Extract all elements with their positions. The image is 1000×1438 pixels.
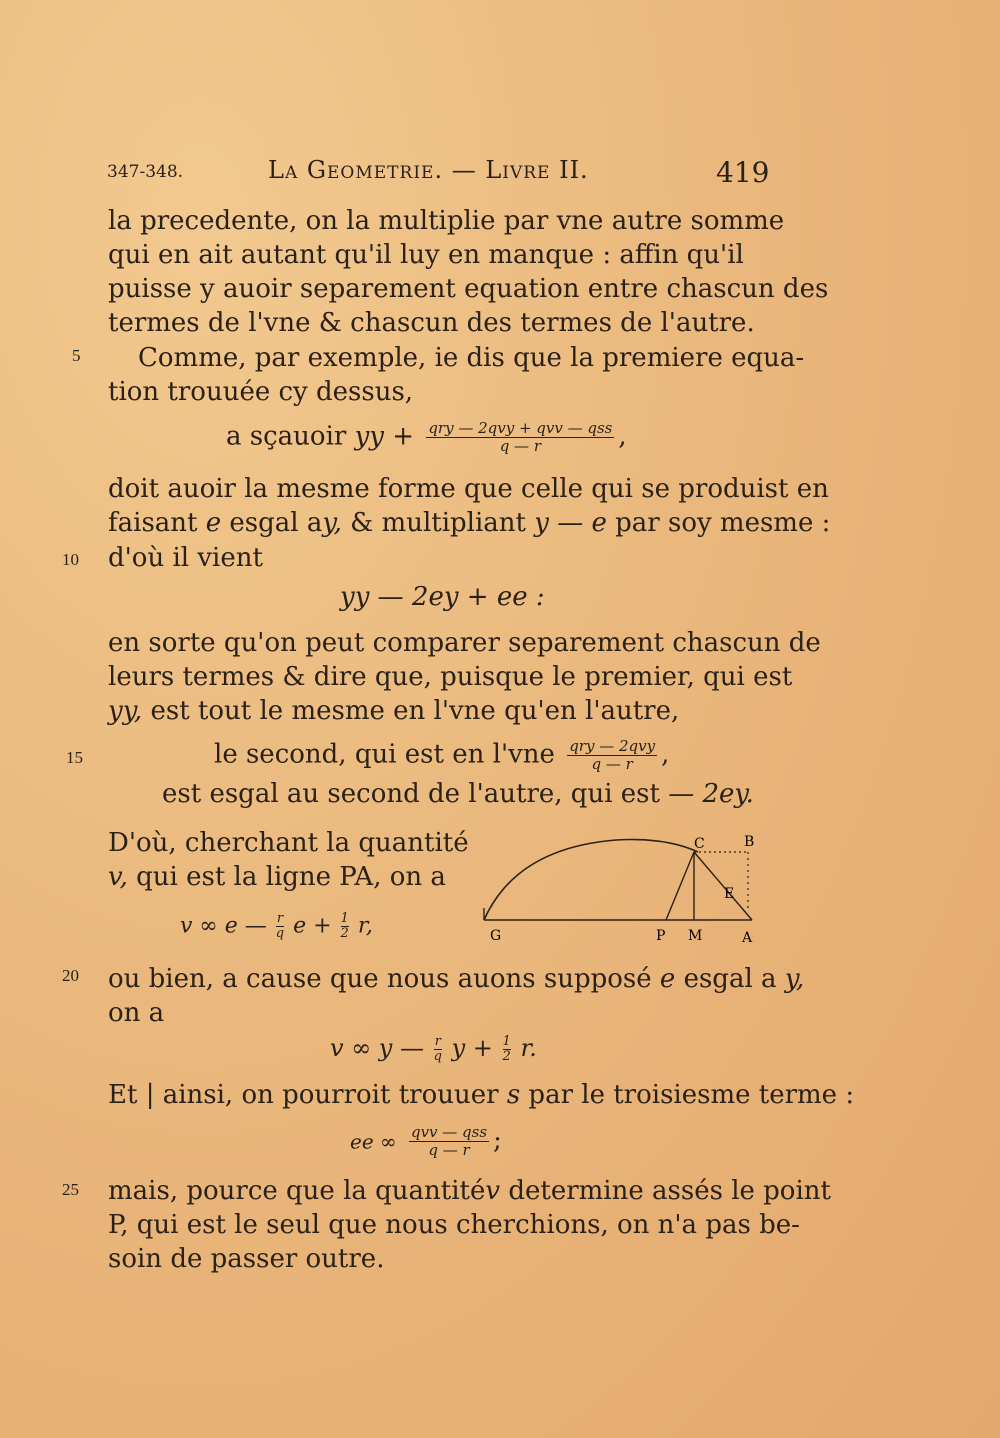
eq4-part: y +	[451, 1034, 493, 1062]
label-e: E	[724, 886, 735, 902]
line-cp	[666, 852, 694, 920]
text-fragment: le second, qui est en l'vne	[214, 739, 555, 770]
line-number: 15	[66, 748, 83, 767]
text-fragment: faisant	[108, 508, 198, 538]
text-fragment: qui est la ligne PA, on a	[136, 862, 446, 892]
text-line: termes de l'vne & chascun des termes de l'autre.	[108, 308, 755, 338]
fraction-numerator: 1	[340, 911, 349, 926]
eq5-part: ee ∞	[350, 1129, 397, 1154]
equation-5	[350, 1124, 502, 1159]
text-line	[108, 694, 679, 728]
geometry-figure	[476, 828, 776, 948]
math-minus-2ey: — 2ey.	[668, 779, 754, 809]
eq1-numerator: qry — 2qvy + qvv — qss	[428, 419, 613, 437]
fraction-denominator: 2	[502, 1049, 511, 1064]
math-s: s	[506, 1080, 521, 1110]
eq3-fraction-r-q	[276, 912, 284, 941]
text-line: d'où il vient	[108, 543, 263, 573]
text-line: doit auoir la mesme forme que celle qui se produist en	[108, 474, 829, 504]
math-y: y,	[784, 964, 805, 994]
eq4-fraction-half	[503, 1035, 511, 1064]
text-line: D'où, cherchant la quantité	[108, 828, 469, 858]
text-fragment: par le troisiesme terme :	[528, 1080, 855, 1110]
eq5-fraction	[409, 1124, 489, 1159]
eq3-part: v ∞ e —	[180, 913, 267, 939]
text-line: qui en ait autant qu'il luy en manque : affin qu'il	[108, 240, 744, 270]
running-title: La Geometrie. — Livre II.	[268, 156, 589, 184]
text-line: leurs termes & dire que, puisque le premier, qui est	[108, 662, 793, 692]
text-line: P, qui est le seul que nous cherchions, on n'a pas be-	[108, 1210, 800, 1240]
text-line: soin de passer outre.	[108, 1244, 385, 1274]
text-fragment: par soy mesme :	[615, 508, 831, 538]
text-line	[108, 506, 830, 540]
page-number: 419	[716, 156, 770, 189]
fraction-numerator: qry — 2qvy	[569, 737, 656, 755]
text-line	[214, 738, 669, 773]
eq1-denominator: q — r	[499, 437, 541, 455]
label-c: C	[694, 836, 705, 852]
eq4-part: v ∞ y —	[330, 1034, 424, 1062]
eq1-yy: yy	[354, 421, 384, 452]
label-g: G	[490, 928, 502, 944]
label-m: M	[688, 928, 703, 944]
math-e: e	[659, 964, 676, 994]
eq3-part: e +	[293, 913, 332, 939]
eq1-suffix: ,	[618, 421, 627, 452]
text-fragment: ,	[661, 739, 670, 770]
label-b: B	[744, 834, 755, 850]
math-y: y,	[322, 508, 342, 538]
text-line	[108, 1078, 854, 1112]
fraction-numerator: r	[276, 911, 284, 926]
fraction-denominator: q	[433, 1049, 442, 1064]
text-fragment: & multipliant	[350, 508, 526, 538]
equation-2: yy — 2ey + ee :	[340, 582, 545, 612]
math-v: v,	[108, 862, 128, 892]
eq4-part: r.	[520, 1034, 537, 1062]
line-ca	[694, 852, 752, 920]
text-fragment: est tout le mesme en l'vne qu'en l'autre,	[150, 696, 680, 726]
line-number: 10	[62, 550, 79, 569]
line-number: 5	[72, 346, 81, 365]
second-term-fraction	[567, 738, 657, 773]
fraction-denominator: q — r	[428, 1141, 470, 1159]
equation-3	[180, 912, 373, 941]
text-line	[108, 860, 446, 894]
math-yy: yy,	[108, 696, 143, 726]
text-line	[108, 1174, 831, 1208]
text-fragment: est esgal au second de l'autre, qui est	[162, 779, 660, 809]
fraction-denominator: q	[275, 926, 285, 941]
eq3-fraction-half	[341, 912, 349, 941]
eq1-fraction	[426, 420, 614, 455]
text-line: en sorte qu'on peut comparer separement chascun de	[108, 628, 821, 658]
text-line	[108, 962, 804, 996]
text-line	[162, 779, 754, 809]
text-fragment: esgal a	[229, 508, 323, 538]
text-line: on a	[108, 998, 165, 1028]
equation-4	[330, 1034, 537, 1064]
text-line: Comme, par exemple, ie dis que la premiere equa-	[138, 343, 805, 373]
text-line: la precedente, on la multiplie par vne autre somme	[108, 206, 785, 236]
line-number: 20	[62, 966, 79, 985]
text-fragment: ou bien, a cause que nous auons supposé	[108, 964, 652, 994]
text-fragment: esgal a	[683, 964, 777, 994]
eq4-fraction-r-q	[434, 1035, 442, 1064]
eq3-part: r,	[357, 913, 373, 939]
text-fragment: determine assés le point	[508, 1176, 831, 1206]
text-fragment: Et | ainsi, on pourroit trouuer	[108, 1080, 499, 1110]
fraction-denominator: 2	[340, 926, 349, 941]
text-line: tion trouuée cy dessus,	[108, 377, 414, 407]
label-p: P	[656, 928, 666, 944]
fraction-numerator: 1	[502, 1034, 511, 1049]
fraction-denominator: q — r	[591, 755, 633, 773]
fraction-numerator: qvv — qss	[410, 1123, 488, 1141]
eq1-plus: +	[392, 421, 415, 452]
math-e: e	[205, 508, 222, 538]
fraction-numerator: r	[434, 1034, 441, 1049]
curve-arc	[484, 840, 698, 921]
math-v: v	[485, 1176, 501, 1206]
eq5-part: ;	[493, 1125, 502, 1156]
eq1-prefix: a sçauoir	[226, 421, 347, 452]
page-range: 347-348.	[107, 162, 184, 182]
equation-1	[226, 420, 627, 455]
label-a: A	[742, 930, 753, 946]
line-number: 25	[62, 1180, 79, 1199]
text-fragment: mais, pource que la quantité	[108, 1176, 486, 1206]
text-line: puisse y auoir separement equation entre chascun des	[108, 274, 829, 304]
math-y-minus-e: y — e	[534, 508, 607, 538]
